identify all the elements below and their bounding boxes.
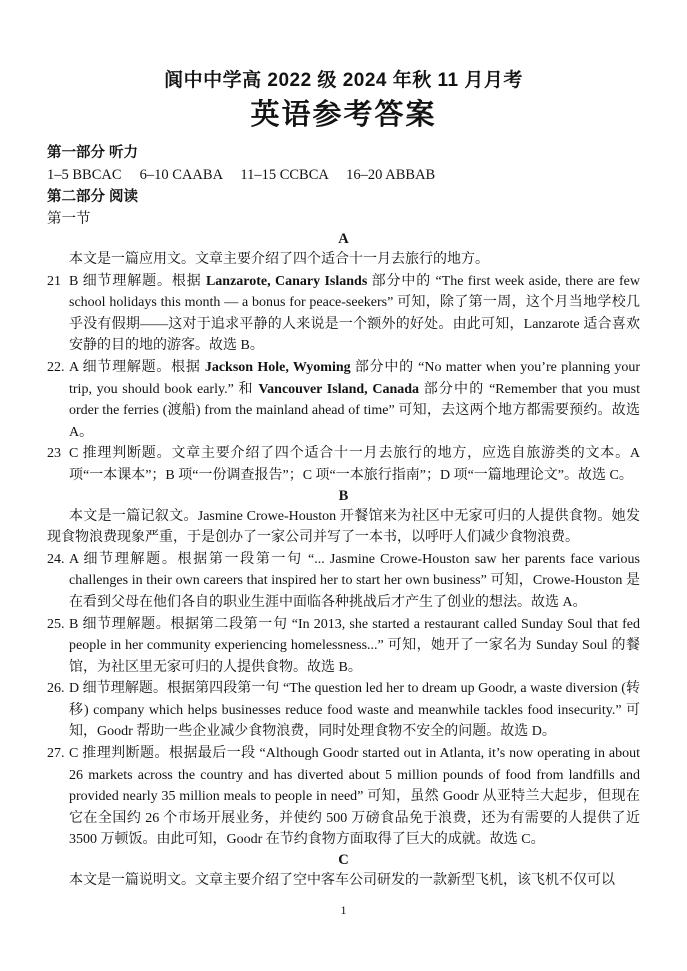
item-explanation: B 细节理解题。根据第二段第一句 “In 2013, she started a restaurant called Sunday Soul that fed people in her community experiencing homelessness...” 可知，她开了一家名为 Sunday Soul 的餐馆，为社区里无家可归的人提供食物。故选 B。 xyxy=(69,616,640,675)
item-number: 27. xyxy=(47,746,65,762)
passage-c-intro: 本文是一篇说明文。文章主要介绍了空中客车公司研发的一款新型飞机，该飞机不仅可以 xyxy=(69,873,615,889)
passage-b-label: B xyxy=(338,487,349,504)
item-number: 21 xyxy=(47,273,61,289)
part1-heading: 第一部分 听力 xyxy=(47,145,139,161)
listening-answers: 1–5 BBCAC 6–10 CAABA 11–15 CCBCA 16–20 ABBAB xyxy=(47,167,436,183)
item-number: 23 xyxy=(47,446,61,462)
answer-item-25 xyxy=(47,614,640,679)
answer-item-22 xyxy=(47,357,640,443)
item-explanation: A 细节理解题。根据第一段第一句 “... Jasmine Crowe-Houston saw her parents face various challenges in their own careers that inspired her to start her own business” 可知，Crowe-Houston 是在看到父母在他们各自的职业生涯中面临各种挑战后才产生了创业的想法。故选 A。 xyxy=(69,551,640,610)
passage-a-intro: 本文是一篇应用文。文章主要介绍了四个适合十一月去旅行的地方。 xyxy=(69,252,489,267)
answer-item-26 xyxy=(47,678,640,743)
passage-a-label: A xyxy=(338,231,349,247)
item-explanation: C 推理判断题。根据最后一段 “Although Goodr started out in Atlanta, it’s now operating in about 26 markets across the country and has diverted about 5 million pounds of food from landfills and provided nearly 35 million meals to people in need” 可知，虽然 Goodr 从亚特兰大起步，但现在它在全国约 26 个市场开展业务，并使约 500 万磅食品免于浪费，还为有需要的人提供了近 3500 万顿饭。由此可知，Goodr 在节约食物方面取得了巨大的成就。故选 C。 xyxy=(69,746,640,848)
answer-item-24 xyxy=(47,549,640,614)
item-explanation: B 细节理解题。根据 Lanzarote, Canary Islands 部分中的 “The first week aside, there are few school holidays this month — a bonus for peace-seekers” 可知，除了第一周，这个月当地学校几乎没有假期——这对于追求平静的人来说是一个额外的好处。由此可知，Lanzarote 适合喜欢安静的目的地的游客。故选 B。 xyxy=(69,273,641,354)
exam-title: 阆中中学高 2022 级 2024 年秋 11 月月考 xyxy=(164,70,523,91)
item-number: 25. xyxy=(47,616,65,632)
item-number: 26. xyxy=(47,681,65,697)
item-explanation: C 推理判断题。文章主要介绍了四个适合十一月去旅行的地方，应选自旅游类的文本。A 项“一本课本”；B 项“一份调查报告”；C 项“一本旅行指南”；D 项“一篇地理论文”。故选 C。 xyxy=(69,446,640,483)
page-number: 1 xyxy=(340,902,347,917)
item-number: 22. xyxy=(47,359,65,375)
answer-item-21 xyxy=(47,271,640,357)
answer-item-27 xyxy=(47,743,640,851)
item-number: 24. xyxy=(47,551,65,567)
passage-b-intro: 本文是一篇记叙文。Jasmine Crowe-Houston 开餐馆来为社区中无家可归的人提供食物。她发现食物浪费现象严重，于是创办了一家公司并写了一本书，以呼吁人们减少食物浪费。 xyxy=(47,508,640,546)
answer-key-title: 英语参考答案 xyxy=(250,99,437,131)
item-explanation: D 细节理解题。根据第四段第一句 “The question led her to dream up Goodr, a waste diversion (转 移) company which helps businesses reduce food waste and meanwhile tackles food insecurity.” 可知，Goodr 帮助一些企业减少食物浪费，同时处理食物不安全的问题。故选 D。 xyxy=(69,681,640,740)
part2-heading: 第二部分 阅读 xyxy=(47,189,139,205)
answer-item-23 xyxy=(47,443,640,486)
item-explanation: A 细节理解题。根据 Jackson Hole, Wyoming 部分中的 “No matter when you’re planning your trip, you should book early.” 和 Vancouver Island, Canada 部分中的 “Remember that you must order the ferries (渡船) from the mainland ahead of time” 可知，去这两个地方都需要预约。故选 A。 xyxy=(69,359,640,440)
passage-c-label: C xyxy=(338,852,349,869)
section1-heading: 第一节 xyxy=(47,211,91,227)
